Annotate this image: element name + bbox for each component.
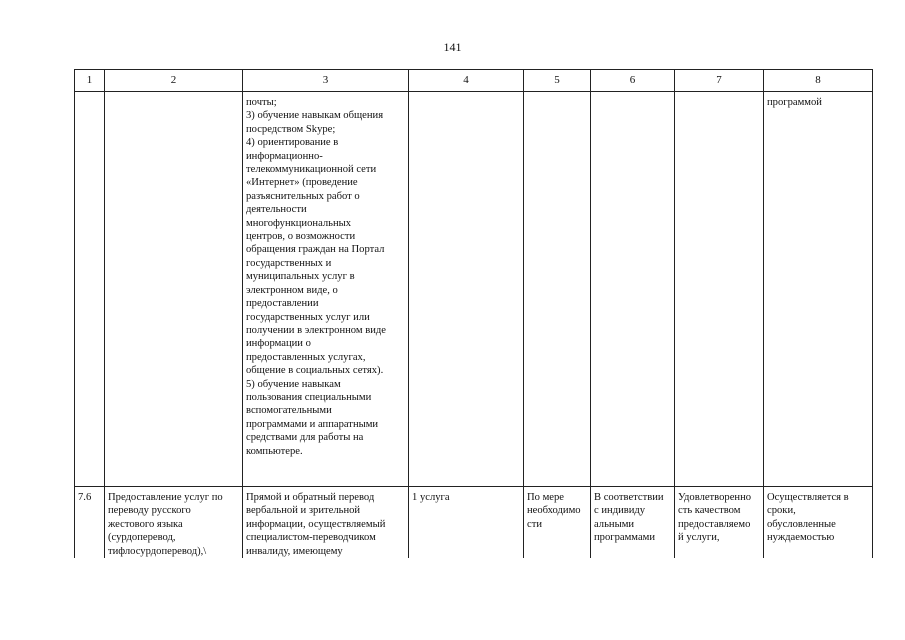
header-cell-4: 4: [409, 70, 524, 92]
service-volume: 1 услуга: [412, 492, 450, 503]
table-cell: [75, 92, 105, 487]
table-cell: [105, 92, 243, 487]
service-frequency: По мере необходимо сти: [527, 492, 581, 530]
service-terms: В соответствии с индивиду альными программами: [594, 492, 664, 544]
header-cell-6: 6: [591, 70, 675, 92]
table-cell: [591, 92, 675, 487]
continuation-text: программой: [767, 97, 822, 108]
table-cell-volume: [409, 487, 524, 559]
header-cell-3: 3: [243, 70, 409, 92]
service-description-text: почты; 3) обучение навыкам общения посредством Skype; 4) ориентирование в информационно- телекоммуникационной сети «Интернет» (проведение разъяснительных работ о деятельности многофункциональных центров, о возможности обращения граждан на Портал государственных и муниципальных услуг в электронном виде, о предоставлении государственных услуг или получении в электронном виде информации о предоставленных услугах, общение в социальных сетях). 5) обучение навыкам пользования специальными вспомогательными программами и аппаратными средствами для работы на компьютере.: [246, 97, 386, 457]
page-number: 141: [443, 40, 462, 54]
header-cell-2: 2: [105, 70, 243, 92]
table-cell-frequency: [524, 487, 591, 559]
header-cell-5: 5: [524, 70, 591, 92]
header-cell-7: 7: [675, 70, 764, 92]
header-cell-1: 1: [75, 70, 105, 92]
table-cell: [675, 92, 764, 487]
service-description-text: Прямой и обратный перевод вербальной и зрительной информации, осуществляемый специалистом-переводчиком инвалиду, имеющему: [246, 492, 386, 557]
table-cell-conditions: [764, 487, 873, 559]
service-conditions: Осуществляется в сроки, обусловленные нуждаемостью: [767, 492, 849, 544]
table-cell: [524, 92, 591, 487]
table-row: [75, 487, 873, 559]
row-number: 7.6: [78, 492, 92, 503]
table-cell-terms: [591, 487, 675, 559]
table-cell-quality: [675, 487, 764, 559]
table-cell-number: [75, 487, 105, 559]
services-table: [74, 69, 873, 558]
table-cell-description: [243, 92, 409, 487]
table-cell: [409, 92, 524, 487]
table-cell-description: [243, 487, 409, 559]
table-header-row: [75, 70, 873, 92]
service-quality: Удовлетворенно сть качеством предоставляемо й услуги,: [678, 492, 752, 544]
header-cell-8: 8: [764, 70, 873, 92]
table-cell: [764, 92, 873, 487]
service-name: Предоставление услуг по переводу русского жестового языка (сурдоперевод, тифлосурдоперевод),\: [108, 492, 223, 557]
table-row: [75, 92, 873, 487]
table-cell-service-name: [105, 487, 243, 559]
